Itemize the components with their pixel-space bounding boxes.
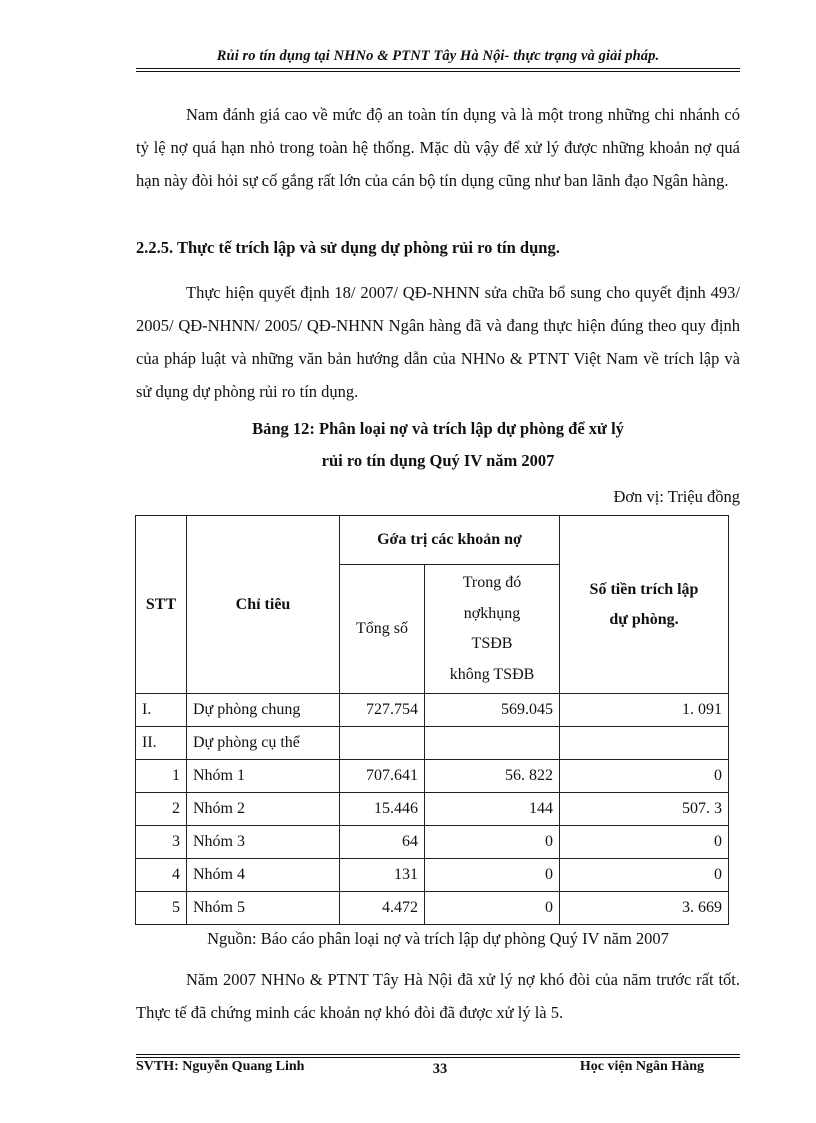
row-sub: 0: [425, 826, 560, 859]
row-sub: 56. 822: [425, 760, 560, 793]
header-provision: [560, 516, 729, 694]
row-stt: 2: [136, 793, 187, 826]
table-row: [136, 859, 729, 892]
header-total: Tổng số: [340, 565, 425, 694]
table-header-row: [136, 516, 729, 565]
row-sub: 144: [425, 793, 560, 826]
table-source: Nguồn: Báo cáo phân loại nợ và trích lập dự phòng Quý IV năm 2007: [207, 929, 669, 948]
table-row: [136, 694, 729, 727]
row-label: Nhóm 5: [187, 892, 340, 925]
row-stt: I.: [136, 694, 187, 727]
row-total: 131: [340, 859, 425, 892]
header-rule-secondary: [136, 71, 740, 72]
row-total: 727.754: [340, 694, 425, 727]
footer-rule-secondary: [136, 1057, 740, 1058]
table-title-line1: Bảng 12: Phân loại nợ và trích lập dự phòng để xử lý: [252, 419, 624, 438]
table-row: [136, 727, 729, 760]
header-group: Gớa trị các khoản nợ: [340, 516, 560, 565]
row-total: 15.446: [340, 793, 425, 826]
paragraph-bad-debt: [136, 963, 740, 1029]
running-header-title: Rủi ro tín dụng tại NHNo & PTNT Tây Hà Nội- thực trạng và giải pháp.: [216, 48, 660, 64]
row-label: Nhóm 1: [187, 760, 340, 793]
header-sub-line2: nợkhụng: [463, 604, 521, 622]
header-sub: [425, 565, 560, 694]
row-label: Nhóm 3: [187, 826, 340, 859]
table-row: [136, 760, 729, 793]
provision-table: [135, 515, 729, 925]
row-stt: 3: [136, 826, 187, 859]
row-total: [340, 727, 425, 760]
row-label: Dự phòng chung: [187, 694, 340, 727]
row-stt: II.: [136, 727, 187, 760]
header-sub-line1: Trong đó: [462, 574, 522, 591]
section-heading: 2.2.5. Thực tế trích lập và sử dụng dự phòng rủi ro tín dụng.: [136, 238, 560, 257]
row-label: Nhóm 4: [187, 859, 340, 892]
row-provision: 0: [560, 826, 729, 859]
header-provision-line1: Số tiền trích lập: [589, 580, 699, 598]
header-sub-line4: không TSĐB: [449, 665, 535, 683]
table-row: [136, 793, 729, 826]
paragraph-intro-text: Nam đánh giá cao về mức độ an toàn tín dụng và là một trong những chi nhánh có tỷ lệ nợ quá hạn nhỏ trong toàn hệ thống. Mặc dù vậy để xử lý được những khoản nợ quá hạn này đòi hỏi sự cố gắng rất lớn của cán bộ tín dụng cũng như ban lãnh đạo Ngân hàng.: [136, 105, 740, 190]
row-sub: 0: [425, 892, 560, 925]
header-provision-line2: dự phòng.: [609, 610, 679, 628]
footer-institution: Học viện Ngân Hàng: [579, 1059, 704, 1074]
table-row: [136, 892, 729, 925]
row-stt: 1: [136, 760, 187, 793]
header-label: Chỉ tiêu: [187, 516, 340, 694]
paragraph-regulation-text: Thực hiện quyết định 18/ 2007/ QĐ-NHNN sửa chữa bổ sung cho quyết định 493/ 2005/ QĐ-NHNN/ 2005/ QĐ-NHNN Ngân hàng đã và đang thực hiện đúng theo quy định của pháp luật và những văn bản hướng dẫn của NHNo & PTNT Việt Nam về trích lập và sử dụng dự phòng rủi ro tín dụng.: [136, 283, 740, 401]
page-number: 33: [432, 1061, 448, 1077]
row-stt: 5: [136, 892, 187, 925]
row-label: Dự phòng cụ thể: [187, 727, 340, 760]
paragraph-bad-debt-text: Năm 2007 NHNo & PTNT Tây Hà Nội đã xử lý nợ khó đòi của năm trước rất tốt. Thực tế đã chứng minh các khoản nợ khó đòi đã được xử lý là 5.: [136, 970, 740, 1022]
footer-rule: [136, 1054, 740, 1055]
row-total: 707.641: [340, 760, 425, 793]
header-sub-line3: TSĐB: [471, 635, 513, 652]
table-row: [136, 826, 729, 859]
row-provision: 0: [560, 760, 729, 793]
table-title-line2: rủi ro tín dụng Quý IV năm 2007: [321, 451, 555, 470]
row-sub: 569.045: [425, 694, 560, 727]
row-provision: 1. 091: [560, 694, 729, 727]
row-provision: 507. 3: [560, 793, 729, 826]
row-total: 64: [340, 826, 425, 859]
header-stt: STT: [136, 516, 187, 694]
row-stt: 4: [136, 859, 187, 892]
row-provision: [560, 727, 729, 760]
row-provision: 3. 669: [560, 892, 729, 925]
table-unit: Đơn vị: Triệu đồng: [613, 487, 740, 506]
paragraph-regulation: [136, 276, 740, 408]
row-provision: 0: [560, 859, 729, 892]
row-total: 4.472: [340, 892, 425, 925]
row-sub: 0: [425, 859, 560, 892]
row-sub: [425, 727, 560, 760]
row-label: Nhóm 2: [187, 793, 340, 826]
paragraph-intro: [136, 98, 740, 197]
header-rule: [136, 68, 740, 69]
footer-author: SVTH: Nguyễn Quang Linh: [136, 1059, 305, 1074]
